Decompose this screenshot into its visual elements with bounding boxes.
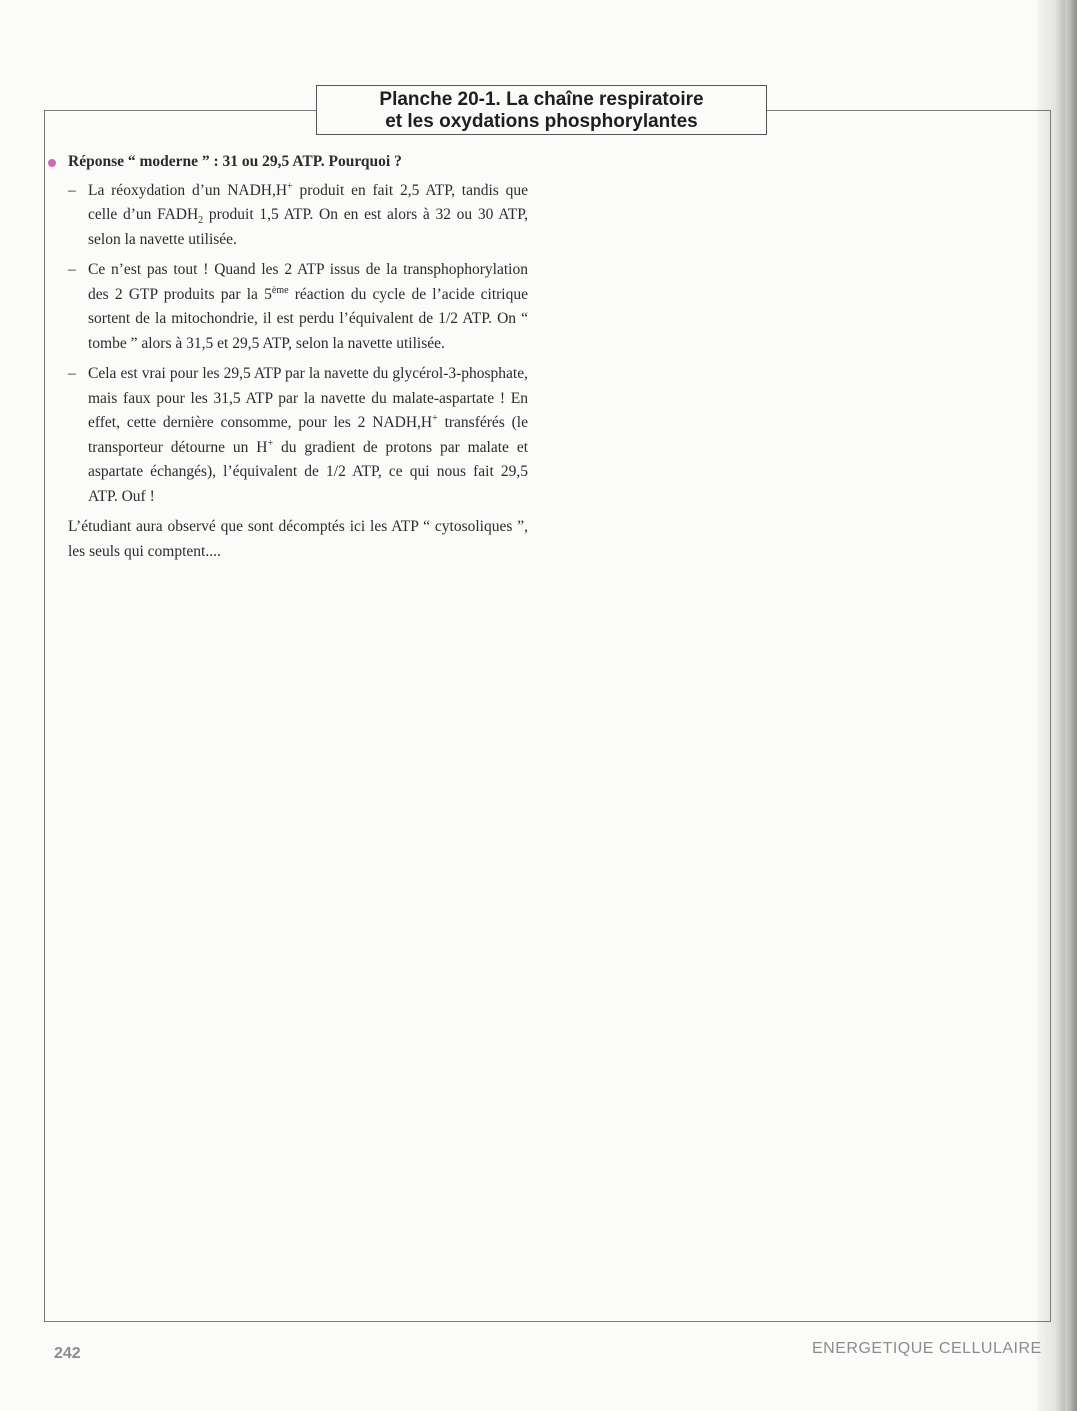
dash-marker: – — [68, 181, 76, 199]
subscript: 2 — [198, 215, 204, 227]
section-heading-text: Réponse “ moderne ” : 31 ou 29,5 ATP. Pourquoi ? — [68, 153, 402, 170]
main-content — [46, 150, 528, 564]
bullet-dot-icon — [48, 159, 56, 167]
plate-title-line-2: et les oxydations phosphorylantes — [385, 111, 698, 132]
superscript: + — [267, 437, 274, 449]
list-item-text: du gradient de protons par malate et aspartate échangés), l’équivalent de 1/2 ATP, ce qui nous fait 29,5 ATP. Ouf ! — [88, 438, 528, 505]
list-item — [46, 258, 528, 356]
list-item-text: transférés (le transporteur détourne un H — [88, 414, 528, 456]
list-item-text: produit en fait 2,5 ATP, tandis que celle d’un FADH — [88, 181, 529, 223]
superscript: + — [432, 412, 438, 424]
plate-title-line-1: Planche 20-1. La chaîne respiratoire — [379, 89, 704, 110]
section-heading — [46, 150, 528, 175]
page-curl-inner — [1055, 0, 1065, 1411]
list-item-text: La réoxydation d’un NADH,H — [88, 181, 288, 199]
page-number: 242 — [54, 1345, 81, 1362]
list-item — [46, 179, 528, 253]
plate-title-box — [316, 85, 767, 135]
conclusion-paragraph: L’étudiant aura observé que sont décomptés ici les ATP “ cytosoliques ”, les seuls qui comptent.... — [68, 518, 528, 560]
list-item-text: produit 1,5 ATP. On en est alors à 32 ou 30 ATP, selon la navette utilisée. — [88, 206, 528, 248]
superscript: + — [287, 180, 293, 192]
list-item-text: Ce n’est pas tout ! Quand les 2 ATP issus de la transphophorylation des 2 GTP produits par la 5 — [88, 261, 528, 303]
running-title: ENERGETIQUE CELLULAIRE — [812, 1340, 1042, 1357]
dash-marker: – — [68, 365, 76, 382]
list-item — [46, 362, 528, 509]
dash-marker: – — [68, 261, 76, 278]
superscript: ème — [271, 284, 289, 296]
list-item-text: réaction du cycle de l’acide citrique sortent de la mitochondrie, il est perdu l’équivalent de 1/2 ATP. On “ tombe ” alors à 31,5 et 29,5 ATP, selon la navette utilisée. — [88, 285, 528, 352]
list-item-text: Cela est vrai pour les 29,5 ATP par la navette du glycérol-3-phosphate, mais faux pour les 31,5 ATP par la navette du malate-aspartate ! En effet, cette dernière consomme, pour les 2 NADH,H — [88, 365, 528, 431]
